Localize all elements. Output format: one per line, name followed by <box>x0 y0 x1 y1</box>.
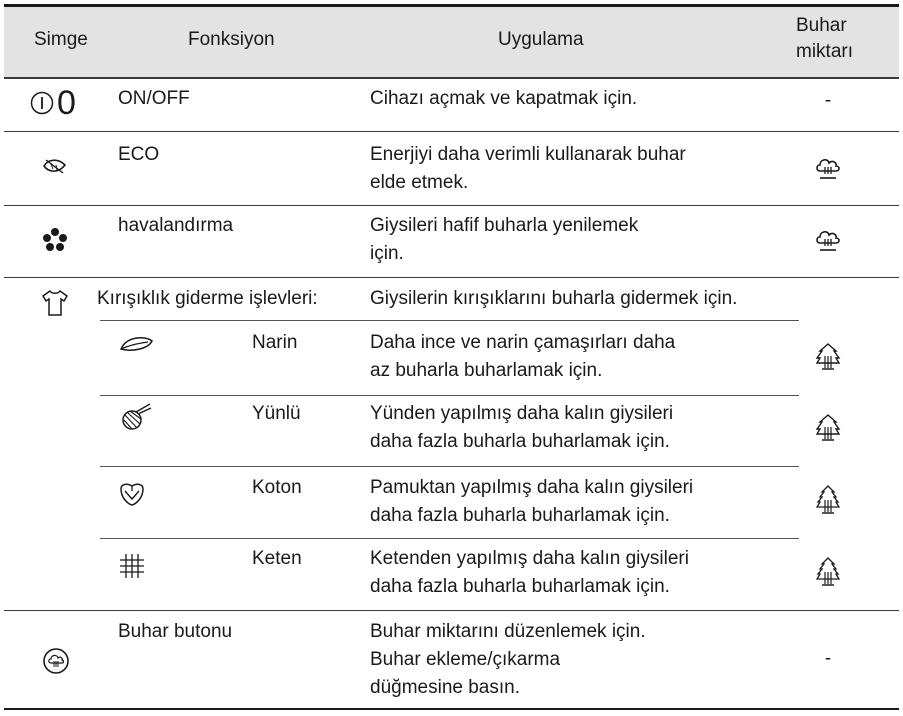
delicate-usage-line2: az buharla buharlamak için. <box>370 360 603 381</box>
sub-row-divider <box>100 320 799 321</box>
row-divider <box>4 205 899 206</box>
feather-icon <box>118 333 154 355</box>
table-bottom-rule <box>4 708 899 710</box>
row-divider <box>4 277 899 278</box>
header-uygulama: Uygulama <box>498 29 584 50</box>
linen-name: Keten <box>252 548 302 569</box>
onoff-steam: - <box>824 90 832 111</box>
steam-low-icon <box>814 154 842 182</box>
cotton-usage-line2: daha fazla buharla buharlamak için. <box>370 505 670 526</box>
steam-button-function: Buhar butonu <box>118 621 233 642</box>
sub-row-divider <box>100 395 799 396</box>
wool-name: Yünlü <box>252 403 301 424</box>
vent-function: havalandırma <box>118 215 234 236</box>
wool-usage-line1: Yünden yapılmış daha kalın giysileri <box>370 403 674 424</box>
cotton-flower-icon <box>118 480 146 508</box>
row-divider <box>4 77 899 79</box>
eco-usage-line1: Enerjiyi daha verimli kullanarak buhar <box>370 144 686 165</box>
table-header <box>4 7 899 77</box>
steam-medium-icon <box>815 413 841 443</box>
linen-usage-line1: Ketenden yapılmış daha kalın giysileri <box>370 548 689 569</box>
cotton-name: Koton <box>252 477 302 498</box>
steam-low-icon <box>814 226 842 254</box>
cotton-usage-line1: Pamuktan yapılmış daha kalın giysileri <box>370 477 694 498</box>
off-zero-glyph: 0 <box>57 84 76 122</box>
onoff-usage: Cihazı açmak ve kapatmak için. <box>370 88 638 109</box>
steam-button-usage-line3: düğmesine basın. <box>370 677 520 698</box>
linen-grid-icon <box>118 552 146 580</box>
steam-medium-icon <box>815 342 841 372</box>
vent-usage-line2: için. <box>370 243 404 264</box>
steam-button-icon <box>42 647 70 675</box>
header-buhar: Buhar <box>796 15 847 36</box>
steam-high-icon <box>815 556 841 588</box>
steam-high-icon <box>815 484 841 516</box>
sub-row-divider <box>100 466 799 467</box>
steam-button-steam: - <box>824 648 832 669</box>
sub-row-divider <box>100 538 799 539</box>
header-simge: Simge <box>34 29 88 50</box>
wool-yarn-icon <box>118 403 152 433</box>
header-fonksiyon: Fonksiyon <box>188 29 275 50</box>
leaf-icon <box>42 156 68 178</box>
wrinkle-function: Kırışıklık giderme işlevleri: <box>97 288 318 309</box>
shirt-icon <box>40 288 70 318</box>
vent-usage-line1: Giysileri hafif buharla yenilemek <box>370 215 639 236</box>
header-miktari: miktarı <box>796 41 853 62</box>
onoff-function: ON/OFF <box>118 88 190 109</box>
eco-usage-line2: elde etmek. <box>370 172 469 193</box>
delicate-usage-line1: Daha ince ve narin çamaşırları daha <box>370 332 676 353</box>
row-divider <box>4 131 899 132</box>
row-divider <box>4 610 899 611</box>
power-icon <box>30 91 54 115</box>
wool-usage-line2: daha fazla buharla buharlamak için. <box>370 431 670 452</box>
steam-button-usage-line2: Buhar ekleme/çıkarma <box>370 649 561 670</box>
steam-button-usage-line1: Buhar miktarını düzenlemek için. <box>370 621 646 642</box>
eco-function: ECO <box>118 144 160 165</box>
linen-usage-line2: daha fazla buharla buharlamak için. <box>370 576 670 597</box>
delicate-name: Narin <box>252 332 298 353</box>
ventilation-flower-icon <box>42 227 68 253</box>
wrinkle-usage: Giysilerin kırışıklarını buharla gidermek için. <box>370 288 738 309</box>
